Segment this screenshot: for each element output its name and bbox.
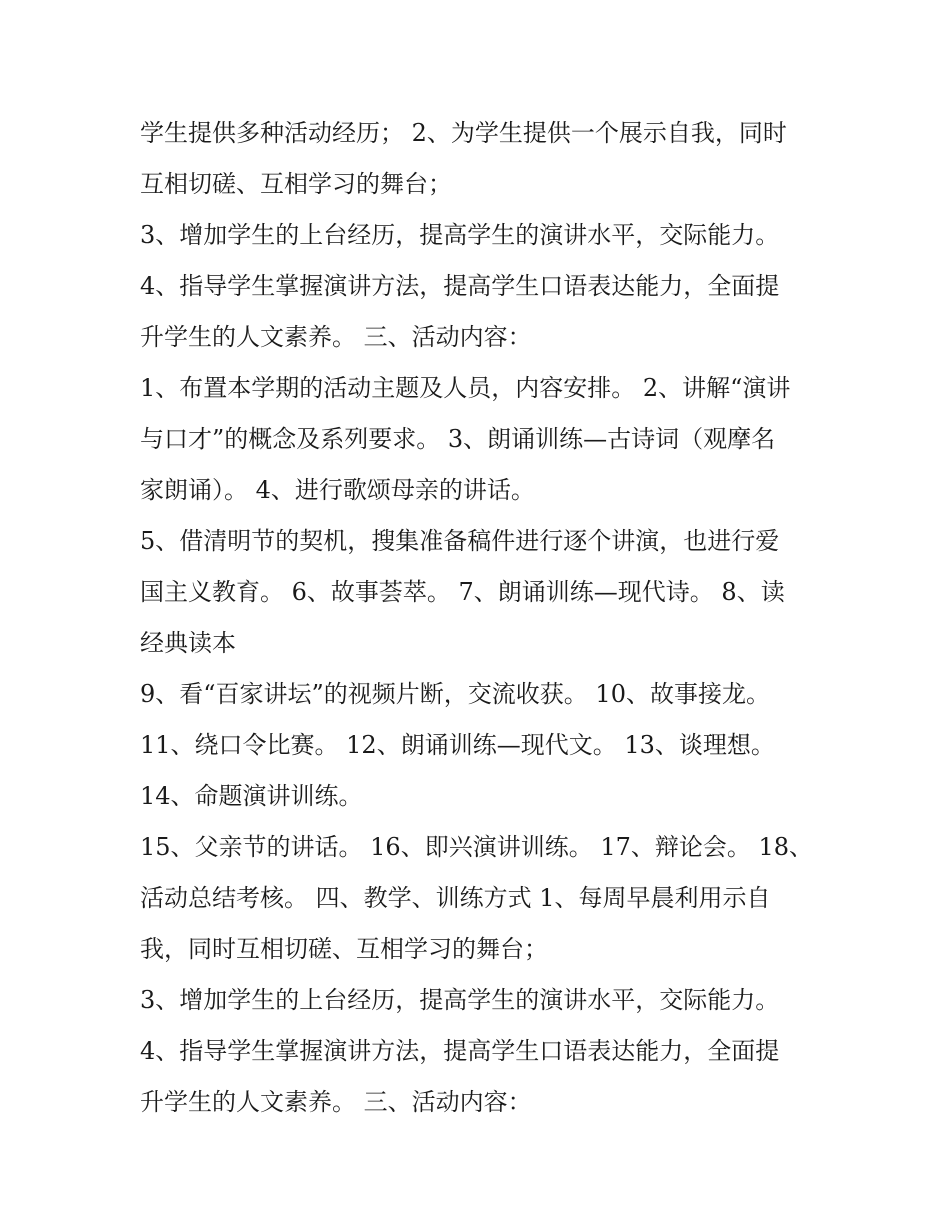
text-line: 3、增加学生的上台经历，提高学生的演讲水平，交际能力。 <box>140 221 780 249</box>
text-line: 11、绕口令比赛。 12、朗诵训练—现代文。 13、谈理想。 <box>140 731 775 759</box>
text-line: 3、增加学生的上台经历，提高学生的演讲水平，交际能力。 <box>140 986 780 1014</box>
text-line: 活动总结考核。 四、教学、训练方式 1、每周早晨利用示自 <box>140 884 771 912</box>
text-line: 升学生的人文素养。 三、活动内容： <box>140 323 532 351</box>
text-line: 4、指导学生掌握演讲方法，提高学生口语表达能力，全面提 <box>140 1037 780 1065</box>
text-line: 14、命题演讲训练。 <box>140 782 363 810</box>
text-line: 家朗诵）。 4、进行歌颂母亲的讲话。 <box>140 476 535 504</box>
text-line: 互相切磋、互相学习的舞台； <box>140 170 452 198</box>
text-line: 升学生的人文素养。 三、活动内容： <box>140 1088 532 1116</box>
text-line: 学生提供多种活动经历； 2、为学生提供一个展示自我，同时 <box>140 119 787 147</box>
text-line: 15、父亲节的讲话。 16、即兴演讲训练。 17、辩论会。 18、 <box>140 833 814 861</box>
text-line: 我，同时互相切磋、互相学习的舞台； <box>140 935 548 963</box>
document-body <box>140 108 820 1128</box>
text-line: 国主义教育。 6、故事荟萃。 7、朗诵训练—现代诗。 8、读 <box>140 578 785 606</box>
text-line: 经典读本 <box>140 629 236 657</box>
text-line: 1、布置本学期的活动主题及人员，内容安排。 2、讲解“演讲 <box>140 374 791 402</box>
text-line: 4、指导学生掌握演讲方法，提高学生口语表达能力，全面提 <box>140 272 780 300</box>
text-line: 9、看“百家讲坛”的视频片断，交流收获。 10、故事接龙。 <box>140 680 770 708</box>
text-line: 5、借清明节的契机，搜集准备稿件进行逐个讲演，也进行爱 <box>140 527 780 555</box>
text-line: 与口才”的概念及系列要求。 3、朗诵训练—古诗词（观摩名 <box>140 425 776 453</box>
